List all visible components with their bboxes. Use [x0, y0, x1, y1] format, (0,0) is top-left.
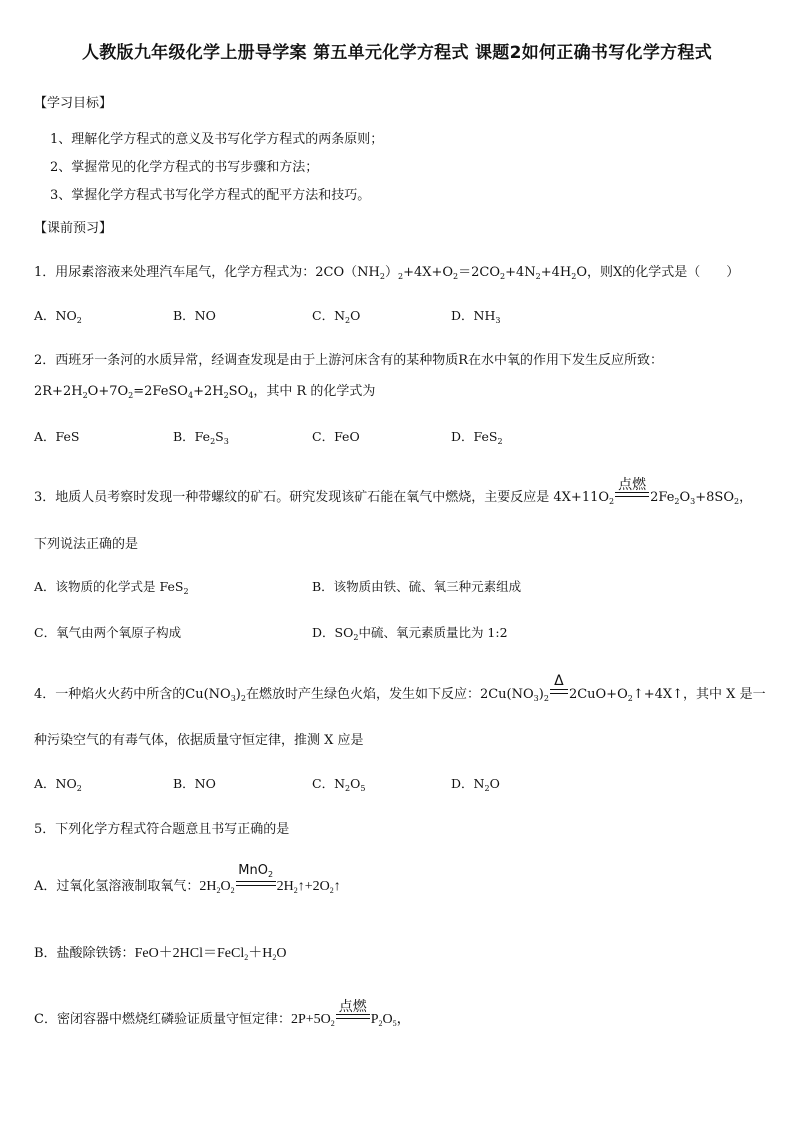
reaction-condition: 点燃	[336, 1012, 370, 1028]
q3-option-c[interactable]: C．氧气由两个氧原子构成	[34, 625, 182, 640]
page-title: 人教版九年级化学上册导学案 第五单元化学方程式 课题2如何正确书写化学方程式	[81, 43, 713, 63]
q3-option-d[interactable]: D．$SO_2$中硫、氧元素质量比为 1:2	[312, 625, 508, 642]
reaction-condition: 点燃	[615, 490, 649, 505]
goal-item: 3、掌握化学方程式书写化学方程式的配平方法和技巧。	[50, 188, 371, 203]
q1-option-a[interactable]: A．$NO_2$	[34, 308, 82, 325]
q1-option-b[interactable]: B．NO	[173, 308, 216, 323]
goal-item: 1、理解化学方程式的意义及书写化学方程式的两条原则；	[50, 132, 384, 147]
question-3-stem: 3．地质人员考察时发现一种带螺纹的矿石。研究发现该矿石能在氧气中燃烧，主要反应是 $4X+11O_2$ 点燃 $2Fe_2O_3+8SO_2$，	[34, 477, 753, 506]
question-2-stem: 2．西班牙一条河的水质异常，经调查发现是由于上游河床含有的某种物质R在水中氧的作用下发生反应所致：	[34, 353, 664, 368]
q2-option-c[interactable]: C．FeO	[312, 429, 360, 444]
q5-option-b[interactable]: B．盐酸除铁锈：$FeO+2HCl=FeCl_2+H_2O$	[34, 946, 287, 962]
q5-option-a[interactable]: A．过氧化氢溶液制取氧气：$2H_2O_2$ MnO$_2$ $2H_2↑+2O_2↑$	[34, 863, 341, 895]
q4-option-b[interactable]: B．NO	[173, 776, 216, 791]
question-5-stem: 5．下列化学方程式符合题意且书写正确的是	[34, 822, 290, 837]
preview-header: 【课前预习】	[34, 221, 113, 236]
reaction-condition: MnO$_2$	[236, 879, 276, 895]
q4-option-a[interactable]: A．$NO_2$	[34, 776, 82, 793]
q4-option-c[interactable]: C．$N_2O_5$	[312, 776, 366, 793]
reaction-condition: Δ	[550, 687, 568, 702]
goal-item: 2、掌握常见的化学方程式的书写步骤和方法；	[50, 160, 319, 175]
q4-option-d[interactable]: D．$N_2O$	[451, 776, 500, 793]
q1-option-c[interactable]: C．$N_2O$	[312, 308, 361, 325]
goals-header: 【学习目标】	[34, 96, 113, 111]
q3-option-a[interactable]: A．该物质的化学式是 FeS$_2$	[34, 579, 189, 596]
question-3-line2: 下列说法正确的是	[34, 537, 139, 552]
q3-option-b[interactable]: B．该物质由铁、硫、氧三种元素组成	[312, 579, 522, 594]
question-4-stem: 4．一种焰火火药中所含的$Cu(NO_3)_2$在燃放时产生绿色火焰，发生如下反应：$2Cu(NO_3)_2$ Δ $2CuO+O_2↑+4X↑$，其中 X 是一	[34, 673, 766, 703]
q5-option-c[interactable]: C．密闭容器中燃烧红磷验证质量守恒定律：$2P+5O_2$ 点燃 $P_2O_5$，	[34, 999, 411, 1028]
q2-option-b[interactable]: B．$Fe_2S_3$	[173, 429, 229, 446]
q2-option-a[interactable]: A．FeS	[34, 429, 80, 444]
q2-option-d[interactable]: D．FeS$_2$	[451, 429, 503, 446]
question-4-line2: 种污染空气的有毒气体，依据质量守恒定律，推测 X 应是	[34, 733, 364, 748]
question-1-stem: 1．用尿素溶液来处理汽车尾气，化学方程式为：$2CO(NH_2)_2+4X+O_2=2CO_2+4N_2+4H_2O$，则X的化学式是（ ）	[34, 265, 740, 281]
q1-option-d[interactable]: D．$NH_3$	[451, 308, 501, 325]
question-2-equation: $2R+2H_2O+7O_2=2FeSO_4+2H_2SO_4$，其中 R 的化学式为	[34, 384, 376, 400]
